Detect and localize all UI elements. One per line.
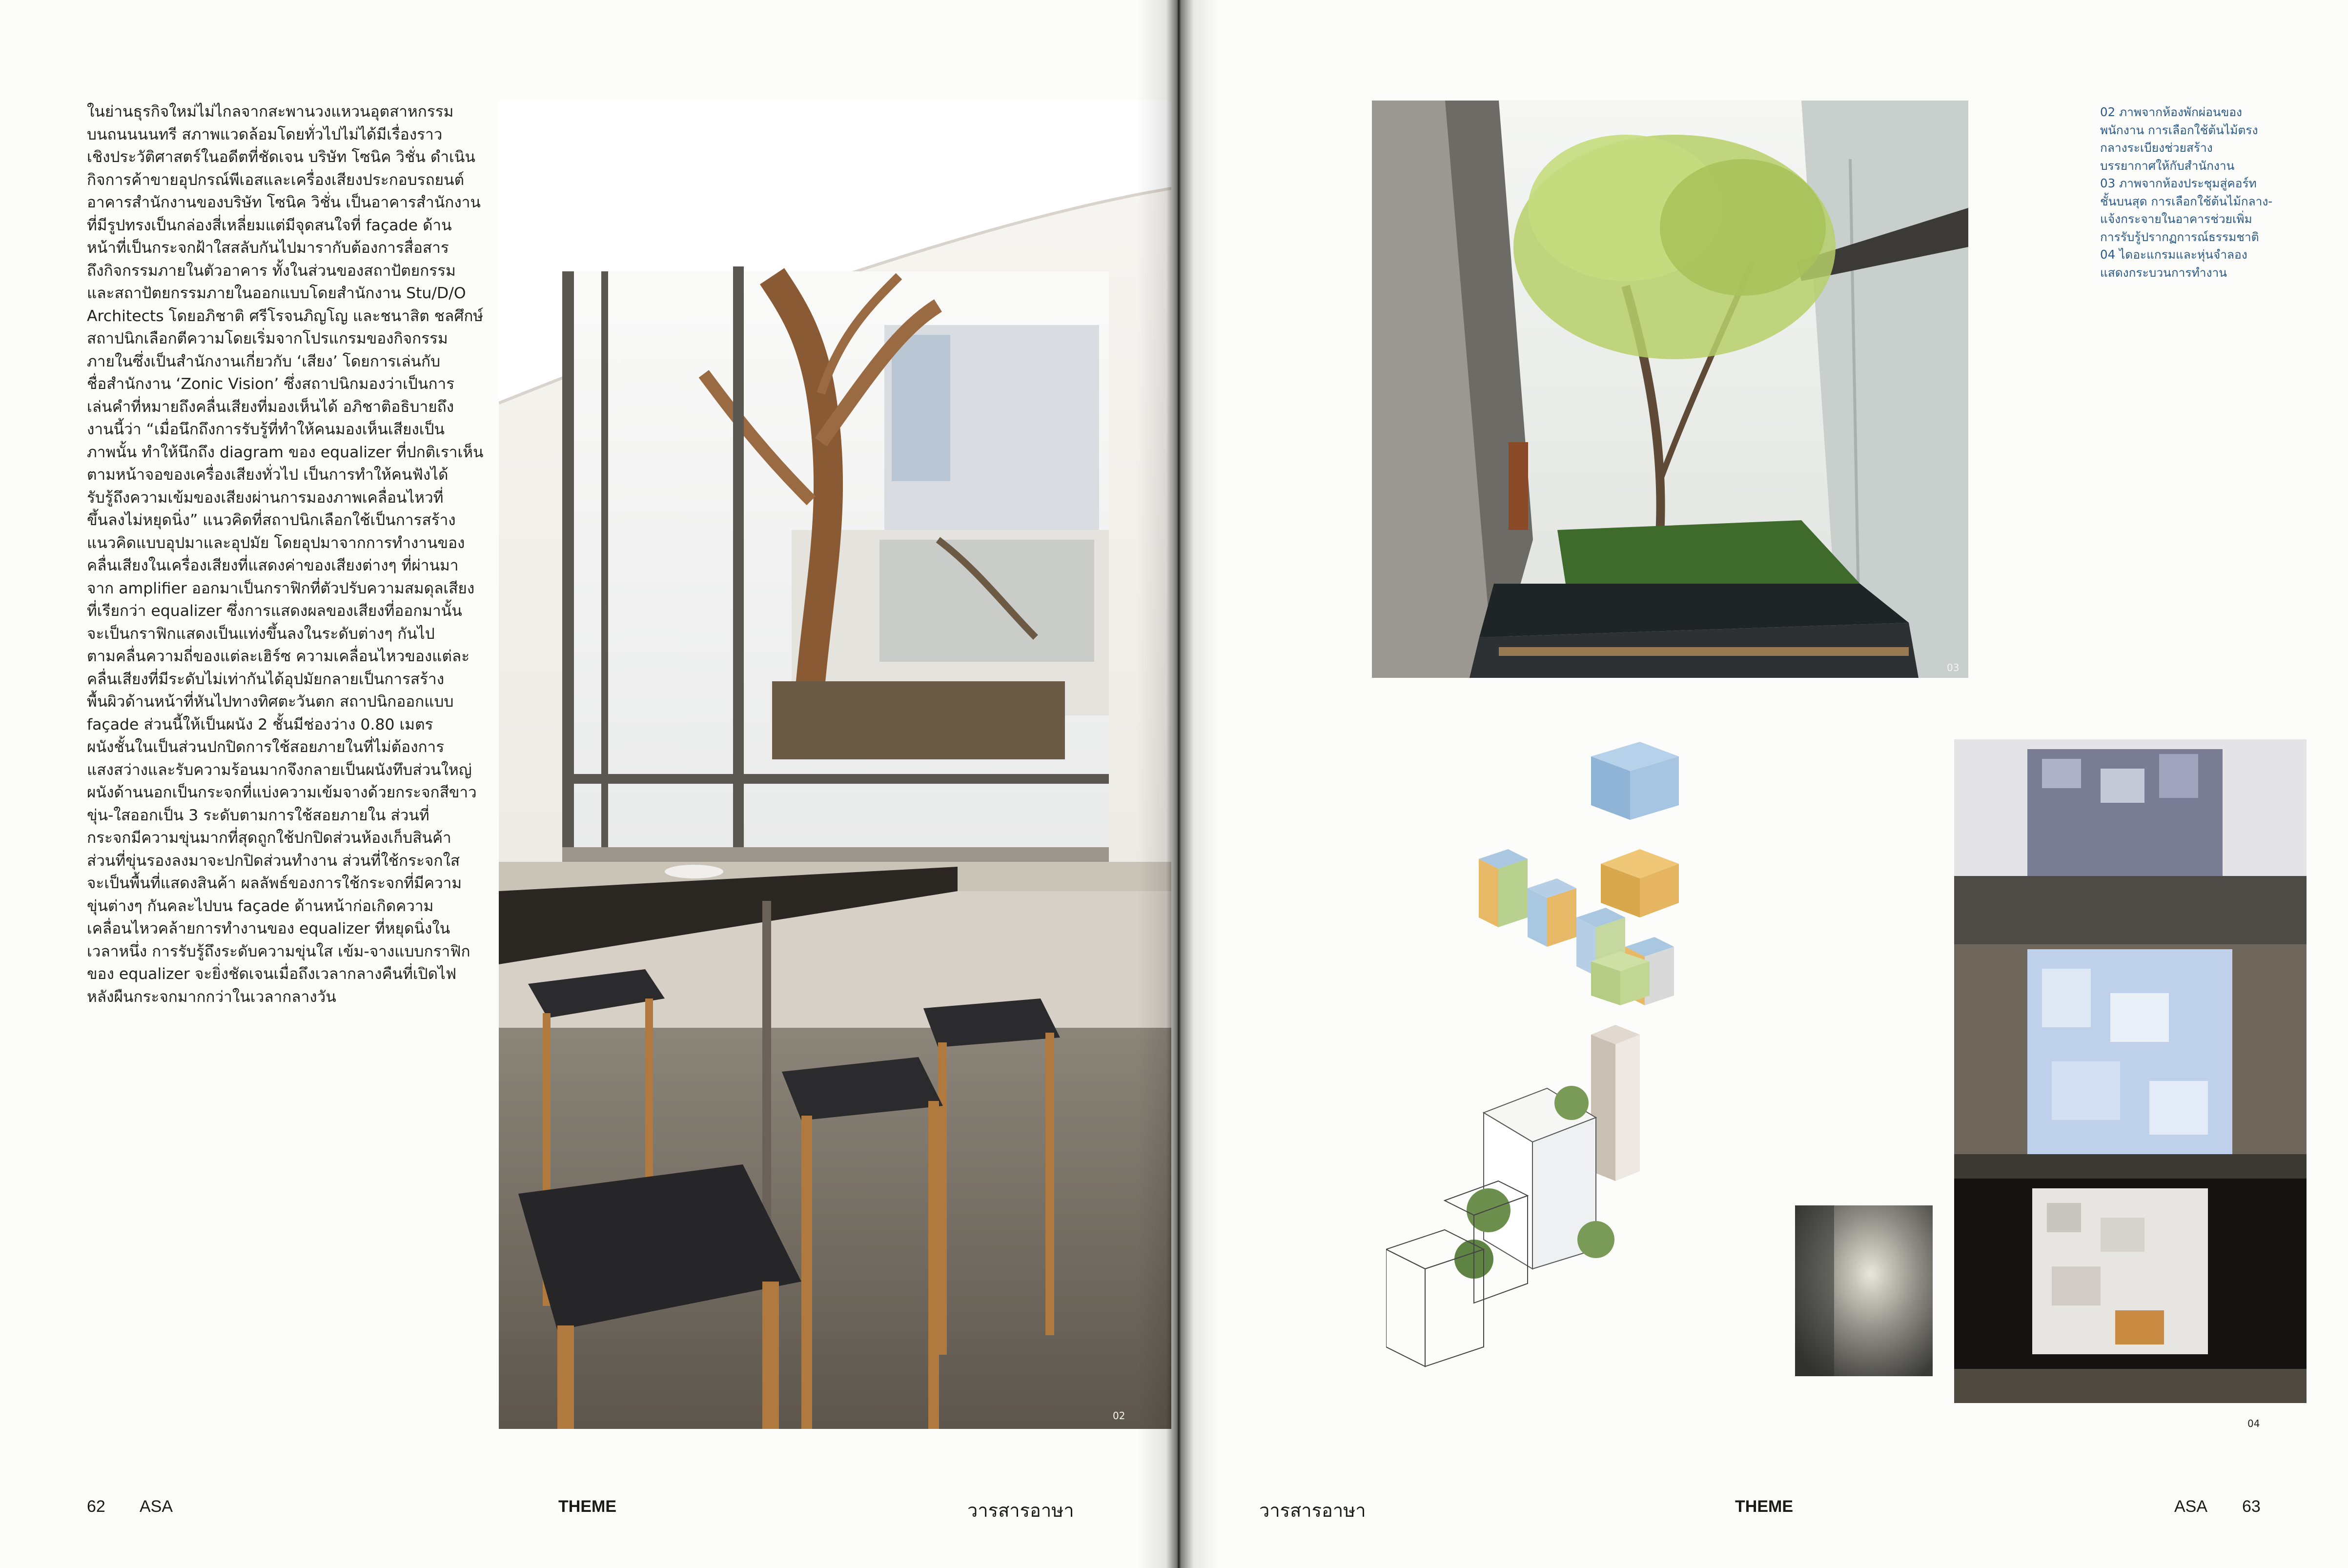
left-page-number: 62 bbox=[87, 1497, 105, 1516]
article-body-text bbox=[87, 101, 484, 1008]
article-line: ภายในซึ่งเป็นสำนักงานเกี่ยวกับ ‘เสียง’ โดยการเล่นกับ bbox=[87, 352, 441, 370]
left-thai-title: วารสารอาษา bbox=[967, 1501, 1074, 1521]
photo-lounge-with-tree bbox=[499, 101, 1171, 1429]
article-line: พื้นผิวด้านหน้าที่หันไปทางทิศตะวันตก สถาปนิกออกแบบ bbox=[87, 693, 454, 711]
article-line: ตามคลื่นความถี่ของแต่ละเฮิร์ซ ความเคลื่อนไหวของแต่ละ bbox=[87, 648, 470, 665]
article-line: ตามหน้าจอของเครื่องเสียงทั่วไป เป็นการทำให้คนฟังได้ bbox=[87, 466, 449, 484]
photo-sky-through-glass bbox=[1795, 1205, 1933, 1376]
right-page-number: 63 bbox=[2242, 1497, 2261, 1516]
photo-architectural-model bbox=[1954, 739, 2307, 1403]
article-line: Architects โดยอภิชาติ ศรีโรจนภิญโญ และชนาสิต ชลศึกษ์ bbox=[87, 307, 484, 325]
article-line: ส่วนที่ขุ่นรองลงมาจะปกปิดส่วนทำงาน ส่วนที่ใช้กระจกใส bbox=[87, 852, 460, 870]
diagram-exploded-blue bbox=[1591, 742, 1679, 820]
model-photo-illustration bbox=[1954, 739, 2307, 1403]
article-line: เล่นคำที่หมายถึงคลื่นเสียงที่มองเห็นได้ อภิชาติอธิบายถึง bbox=[87, 398, 454, 416]
isometric-diagram bbox=[1386, 732, 1776, 1396]
article-line: ขุ่น-ใสออกเป็น 3 ระดับตามการใช้สอยภายใน ส่วนที่ bbox=[87, 806, 429, 824]
article-line: เชิงประวัติศาสตร์ในอดีตที่ชัดเจน บริษัท โซนิค วิชั่น ดำเนิน bbox=[87, 148, 475, 166]
article-line: เคลื่อนไหวคล้ายการทำงานของ equalizer ที่หยุดนิ่งใน bbox=[87, 920, 450, 937]
photo-number-03: 03 bbox=[1947, 662, 1960, 673]
caption-line: กลางระเบียงช่วยสร้าง bbox=[2100, 141, 2213, 155]
left-magazine-name: ASA bbox=[140, 1497, 173, 1516]
caption-line: แสดงกระบวนการทำงาน bbox=[2100, 265, 2227, 280]
article-line: คลื่นเสียงที่มีระดับไม่เท่ากันได้อุปมัยกลายเป็นการสร้าง bbox=[87, 670, 445, 688]
diagram-exploded-green bbox=[1591, 952, 1650, 1005]
article-line: ของ equalizer จะยิ่งชัดเจนเมื่อถึงเวลากลางคืนที่เปิดไฟ bbox=[87, 965, 457, 983]
left-section-title: THEME bbox=[558, 1497, 616, 1516]
caption-line: ชั้นบนสุด การเลือกใช้ต้นไม้กลาง- bbox=[2100, 194, 2273, 208]
article-line: ถึงกิจกรรมภายในตัวอาคาร ทั้งในส่วนของสถาปัตยกรรม bbox=[87, 262, 456, 280]
left-page bbox=[0, 0, 1171, 1568]
article-line: รับรู้ถึงความเข้มของเสียงผ่านการมองภาพเคลื่อนไหวที่ bbox=[87, 489, 444, 507]
article-line: จะเป็นพื้นที่แสดงสินค้า ผลลัพธ์ของการใช้กระจกที่มีความ bbox=[87, 875, 462, 892]
courtyard-photo-illustration bbox=[1372, 101, 1968, 678]
photo-number-04: 04 bbox=[2247, 1418, 2260, 1429]
article-line: ภาพนั้น ทำให้นึกถึง diagram ของ equalizer ที่ปกติเราเห็น bbox=[87, 443, 484, 461]
caption-line: การรับรู้ปรากฏการณ์ธรรมชาติ bbox=[2100, 229, 2259, 244]
article-line: ที่มีรูปทรงเป็นกล่องสี่เหลี่ยมแต่มีจุดสนใจที่ façade ด้าน bbox=[87, 216, 452, 234]
diagram-tower bbox=[1591, 1025, 1640, 1181]
article-line: งานนี้ว่า “เมื่อนึกถึงการรับรู้ที่ทำให้คนมองเห็นเสียงเป็น bbox=[87, 421, 445, 438]
caption-line: 04 ไดอะแกรมและหุ่นจำลอง bbox=[2100, 247, 2247, 262]
photo-courtyard bbox=[1372, 101, 1968, 678]
article-line: ขุ่นต่างๆ กันคละไปบน façade ด้านหน้าก่อเกิดความ bbox=[87, 897, 434, 915]
right-magazine-name: ASA bbox=[2174, 1497, 2208, 1516]
article-line: ผนังด้านนอกเป็นกระจกที่แบ่งความเข้มจางด้วยกระจกสีขาว bbox=[87, 784, 477, 801]
caption-line: บรรยากาศให้กับสำนักงาน bbox=[2100, 158, 2235, 173]
isometric-diagram-illustration bbox=[1386, 732, 1776, 1396]
article-line: กิจการค้าขายอุปกรณ์พีเอสและเครื่องเสียงประกอบรถยนต์ bbox=[87, 171, 465, 189]
book-gutter bbox=[1137, 0, 1220, 1568]
article-line: จะเป็นกราฟิกแสดงเป็นแท่งขึ้นลงในระดับต่างๆ กันไป bbox=[87, 625, 435, 643]
article-line: กระจกมีความขุ่นมากที่สุดถูกใช้ปกปิดส่วนห้องเก็บสินค้า bbox=[87, 829, 451, 847]
right-thai-title: วารสารอาษา bbox=[1259, 1501, 1366, 1521]
sky-photo-illustration bbox=[1795, 1205, 1933, 1376]
article-line: เวลาหนึ่ง การรับรู้ถึงระดับความขุ่นใส เข้ม-จางแบบกราฟิก bbox=[87, 942, 470, 960]
article-line: ที่เรียกว่า equalizer ซึ่งการแสดงผลของเสียงที่ออกมานั้น bbox=[87, 602, 462, 620]
article-line: หลังผืนกระจกมากกว่าในเวลากลางวัน bbox=[87, 988, 336, 1006]
lounge-photo-illustration bbox=[499, 101, 1171, 1429]
photo-captions bbox=[2100, 103, 2286, 282]
diagram-block-step-1 bbox=[1479, 849, 1528, 927]
article-line: และสถาปัตยกรรมภายในออกแบบโดยสำนักงาน Stu/D/O bbox=[87, 285, 466, 302]
article-line: ผนังชั้นในเป็นส่วนปกปิดการใช้สอยภายในที่ไม่ต้องการ bbox=[87, 738, 445, 756]
caption-line: 02 ภาพจากห้องพักผ่อนของ bbox=[2100, 105, 2243, 119]
article-line: แนวคิดแบบอุปมาและอุปมัย โดยอุปมาจากการทำงานของ bbox=[87, 534, 465, 552]
caption-line: แจ้งกระจายในอาคารช่วยเพิ่ม bbox=[2100, 212, 2252, 226]
article-line: ในย่านธุรกิจใหม่ไม่ไกลจากสะพานวงแหวนอุตสาหกรรม bbox=[87, 103, 454, 121]
article-line: คลื่นเสียงในเครื่องเสียงที่แสดงค่าของเสียงต่างๆ ที่ผ่านมา bbox=[87, 557, 459, 574]
diagram-building bbox=[1454, 1086, 1614, 1279]
caption-line: พนักงาน การเลือกใช้ต้นไม้ตรง bbox=[2100, 122, 2258, 137]
article-line: หน้าที่เป็นกระจกฝ้าใสสลับกันไปมารากับต้องการสื่อสาร bbox=[87, 239, 449, 257]
article-line: จาก amplifier ออกมาเป็นกราฟิกที่ตัวปรับความสมดุลเสียง bbox=[87, 579, 475, 597]
article-line: ขึ้นลงไม่หยุดนิ่ง” แนวคิดที่สถาปนิกเลือกใช้เป็นการสร้าง bbox=[87, 511, 456, 529]
article-line: อาคารสำนักงานของบริษัท โซนิค วิชั่น เป็นอาคารสำนักงาน bbox=[87, 194, 481, 211]
photo-number-02: 02 bbox=[1113, 1410, 1125, 1422]
diagram-block-step-2 bbox=[1528, 878, 1576, 947]
article-line: บนถนนนนทรี สภาพแวดล้อมโดยทั่วไปไม่ได้มีเรื่องราว bbox=[87, 125, 443, 143]
article-line: แสงสว่างและรับความร้อนมากจึงกลายเป็นผนังทึบส่วนใหญ่ bbox=[87, 761, 472, 779]
article-line: ชื่อสำนักงาน ‘Zonic Vision’ ซึ่งสถาปนิกมองว่าเป็นการ bbox=[87, 375, 455, 393]
article-line: façade ส่วนนี้ให้เป็นผนัง 2 ชั้นมีช่องว่าง 0.80 เมตร bbox=[87, 715, 433, 733]
right-section-title: THEME bbox=[1735, 1497, 1793, 1516]
caption-line: 03 ภาพจากห้องประชุมสู่คอร์ท bbox=[2100, 176, 2257, 190]
diagram-exploded-orange bbox=[1601, 849, 1679, 917]
article-line: สถาปนิกเลือกตีความโดยเริ่มจากโปรแกรมของกิจกรรม bbox=[87, 330, 448, 347]
